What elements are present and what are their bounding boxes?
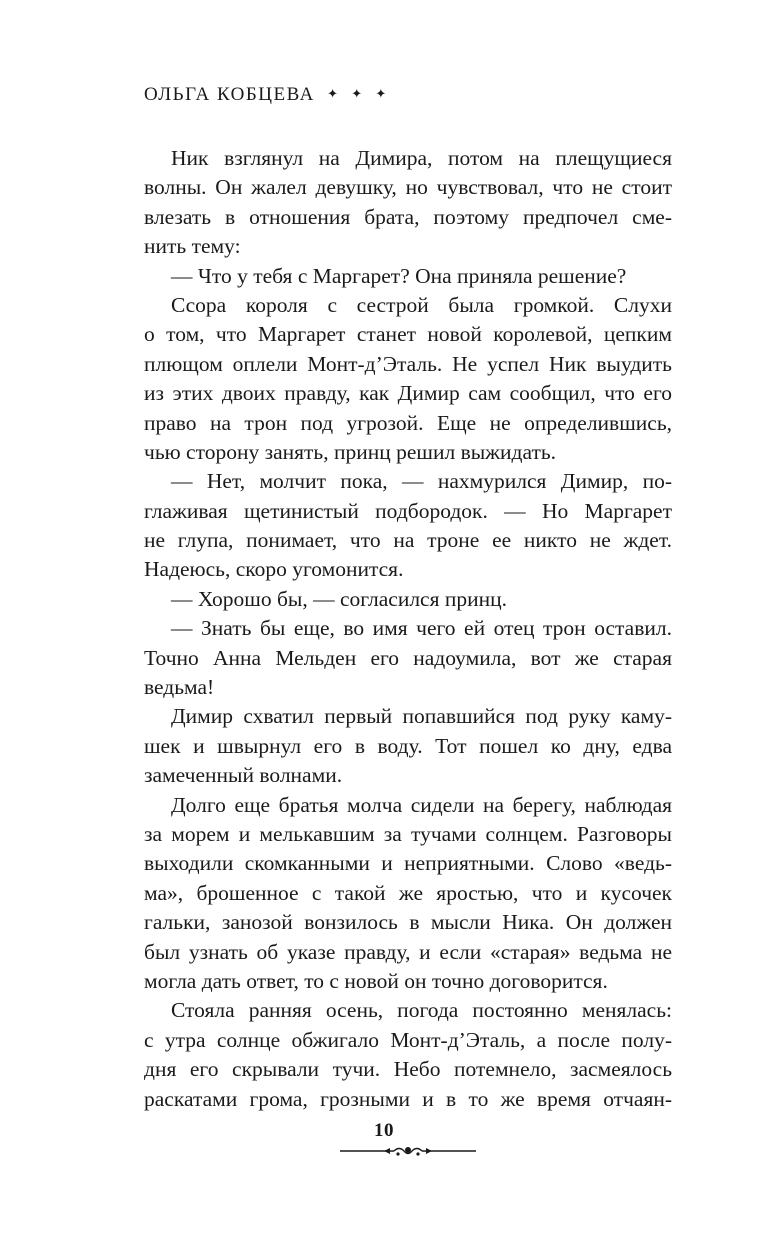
- text-line: был узнать об указе правду, и если «старая» ведьма не: [144, 939, 672, 964]
- text-line: Ник взглянул на Димира, потом на плещущиеся: [171, 146, 672, 170]
- text-line: о том, что Маргарет станет новой королевой, цепким: [144, 322, 672, 347]
- text-line: Ссора короля с сестрой была громкой. Слухи: [171, 292, 672, 317]
- text-line: раскатами грома, грозными и в то же время отчаян-: [144, 1086, 672, 1111]
- text-line: дня его скрывали тучи. Небо потемнело, засмеялось: [144, 1057, 672, 1082]
- text-line: плющом оплели Монт-д’Эталь. Не успел Ник выудить: [144, 351, 672, 376]
- running-head: [144, 84, 391, 106]
- text-line: право на трон под угрозой. Еще не определившись,: [144, 410, 672, 435]
- text-line: — Хорошо бы, — согласился принц.: [171, 586, 508, 611]
- text-line: влезать в отношения брата, поэтому предпочел сме-: [144, 204, 672, 229]
- text-line: — Что у тебя с Маргарет? Она приняла решение?: [171, 263, 627, 288]
- text-line: чью сторону занять, принц решил выжидать.: [144, 439, 557, 464]
- page-number-ornament: [338, 1143, 478, 1159]
- text-line: с утра солнце обжигало Монт-д’Эталь, а после полу-: [144, 1027, 672, 1052]
- text-line: за морем и мелькавшим за тучами солнцем. Разговоры: [144, 821, 672, 846]
- text-line: глаживая щетинистый подбородок. — Но Маргарет: [144, 498, 672, 523]
- text-line: ведьма!: [144, 675, 215, 700]
- author-name: ОЛЬГА КОБЦЕВА: [144, 84, 315, 105]
- text-line: выходили скомканными и неприятными. Слово «ведь-: [144, 851, 672, 876]
- body-text: [144, 144, 672, 1114]
- star-ornament: ✦ ✦ ✦: [327, 86, 392, 101]
- text-line: замеченный волнами.: [144, 763, 343, 788]
- text-line: Надеюсь, скоро угомонится.: [144, 557, 404, 582]
- text-line: шек и швырнул его в воду. Тот пошел ко дну, едва: [144, 733, 672, 758]
- page-number: 10: [374, 1120, 394, 1141]
- text-line: гальки, занозой вонзилось в мысли Ника. Он должен: [144, 910, 672, 935]
- text-line: Стояла ранняя осень, погода постоянно менялась:: [171, 998, 672, 1023]
- text-line: Долго еще братья молча сидели на берегу, наблюдая: [171, 792, 672, 817]
- text-line: ма», брошенное с такой же яростью, что и кусочек: [144, 880, 672, 905]
- text-line: Димир схватил первый попавшийся под руку каму-: [171, 704, 672, 729]
- text-line: — Знать бы еще, во имя чего ей отец трон оставил.: [171, 616, 672, 641]
- text-line: не глупа, понимает, что на троне ее никто не ждет.: [144, 528, 672, 553]
- text-line: — Нет, молчит пока, — нахмурился Димир, по-: [171, 469, 672, 494]
- text-line: нить тему:: [144, 234, 241, 259]
- text-line: волны. Он жалел девушку, но чувствовал, что не стоит: [144, 175, 672, 200]
- text-line: могла дать ответ, то с новой он точно договорится.: [144, 968, 608, 993]
- text-line: из этих двоих правду, как Димир сам сообщил, что его: [144, 381, 672, 406]
- text-line: Точно Анна Мельден его надоумила, вот же старая: [144, 645, 672, 670]
